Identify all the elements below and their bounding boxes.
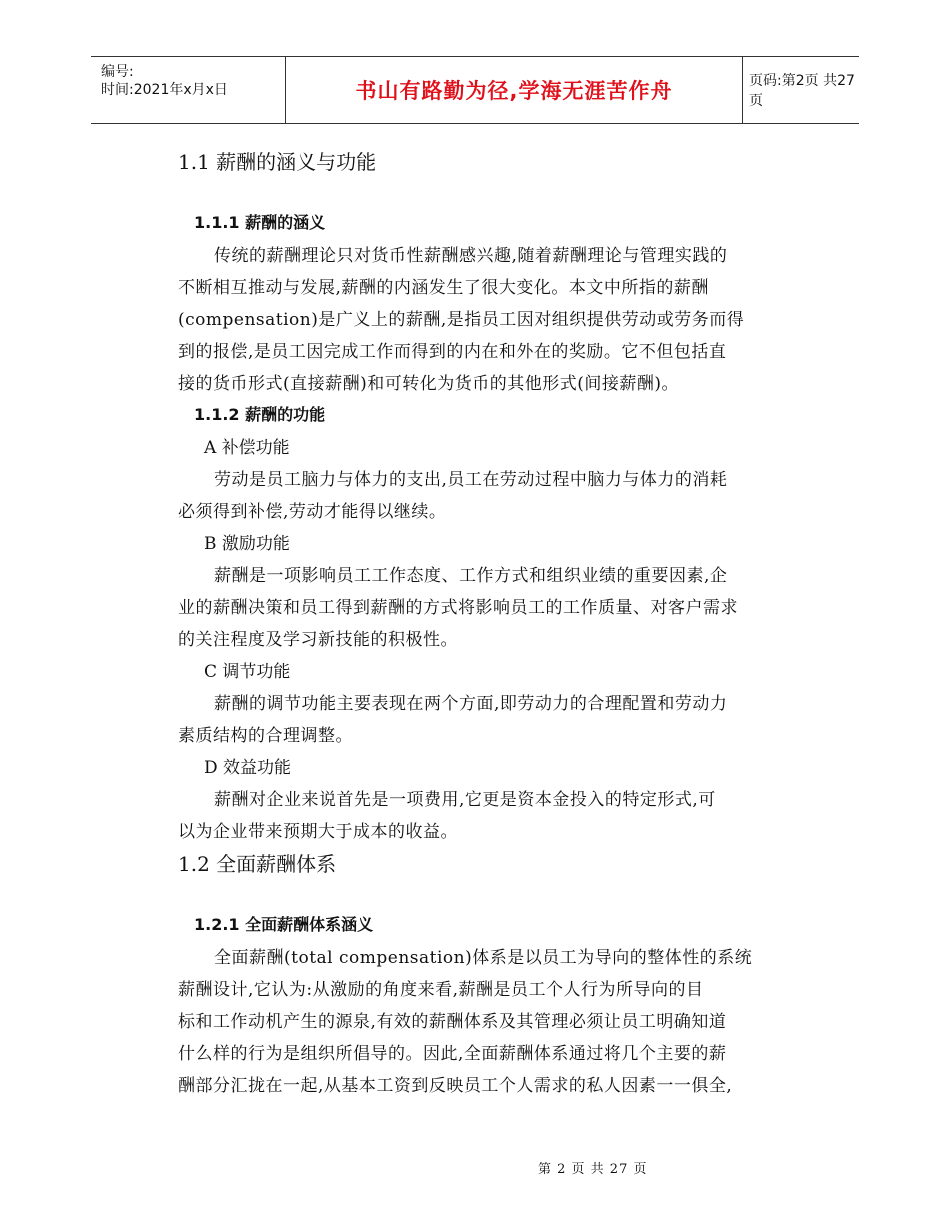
function-title-d: D 效益功能 [204, 758, 292, 778]
paragraph-line: 素质结构的合理调整。 [178, 726, 353, 746]
paragraph-line: 全面薪酬(total compensation)体系是以员工为导向的整体性的系统 [214, 948, 753, 968]
section-heading-1-2: 1.2 全面薪酬体系 [178, 852, 337, 876]
paragraph-line: 什么样的行为是组织所倡导的。因此,全面薪酬体系通过将几个主要的薪 [178, 1044, 727, 1064]
header-motto-cell [285, 57, 743, 123]
header-meta [91, 57, 285, 123]
subsection-heading-1-2-1: 1.2.1 全面薪酬体系涵义 [194, 915, 374, 934]
document-time-label: 时间:2021年x月x日 [101, 82, 228, 98]
paragraph-line: 以为企业带来预期大于成本的收益。 [178, 822, 458, 842]
paragraph-line: (compensation)是广义上的薪酬,是指员工因对组织提供劳动或劳务而得 [178, 310, 745, 330]
paragraph-line: 薪酬的调节功能主要表现在两个方面,即劳动力的合理配置和劳动力 [214, 694, 728, 714]
paragraph-line: 薪酬对企业来说首先是一项费用,它更是资本金投入的特定形式,可 [214, 790, 716, 810]
function-title-a: A 补偿功能 [204, 438, 290, 458]
header-page-info-cell [741, 57, 867, 123]
paragraph-line: 标和工作动机产生的源泉,有效的薪酬体系及其管理必须让员工明确知道 [178, 1012, 727, 1032]
function-title-b: B 激励功能 [204, 534, 290, 554]
paragraph-line: 的关注程度及学习新技能的积极性。 [178, 630, 458, 650]
section-heading-1-1: 1.1 薪酬的涵义与功能 [178, 150, 377, 174]
paragraph-line: 酬部分汇拢在一起,从基本工资到反映员工个人需求的私人因素一一俱全, [178, 1076, 733, 1096]
header-page-info: 页码:第2页 共27页 [749, 73, 855, 109]
subsection-heading-1-1-2: 1.1.2 薪酬的功能 [194, 405, 326, 424]
page-header [91, 56, 859, 124]
paragraph-line: 薪酬设计,它认为:从激励的角度来看,薪酬是员工个人行为所导向的目 [178, 980, 704, 1000]
page-footer: 第 2 页 共 27 页 [538, 1162, 648, 1177]
document-number-label: 编号: [101, 64, 134, 80]
paragraph-line: 到的报偿,是员工因完成工作而得到的内在和外在的奖励。它不但包括直 [178, 342, 727, 362]
paragraph-line: 业的薪酬决策和员工得到薪酬的方式将影响员工的工作质量、对客户需求 [178, 598, 738, 618]
paragraph-line: 必须得到补偿,劳动才能得以继续。 [178, 502, 447, 522]
header-motto: 书山有路勤为径,学海无涯苦作舟 [355, 79, 673, 103]
function-title-c: C 调节功能 [204, 662, 291, 682]
paragraph-line: 薪酬是一项影响员工工作态度、工作方式和组织业绩的重要因素,企 [214, 566, 728, 586]
subsection-heading-1-1-1: 1.1.1 薪酬的涵义 [194, 213, 326, 232]
paragraph-line: 劳动是员工脑力与体力的支出,员工在劳动过程中脑力与体力的消耗 [214, 470, 728, 490]
paragraph-line: 不断相互推动与发展,薪酬的内涵发生了很大变化。本文中所指的薪酬 [178, 278, 709, 298]
paragraph-line: 传统的薪酬理论只对货币性薪酬感兴趣,随着薪酬理论与管理实践的 [214, 246, 728, 266]
paragraph-line: 接的货币形式(直接薪酬)和可转化为货币的其他形式(间接薪酬)。 [178, 374, 680, 394]
